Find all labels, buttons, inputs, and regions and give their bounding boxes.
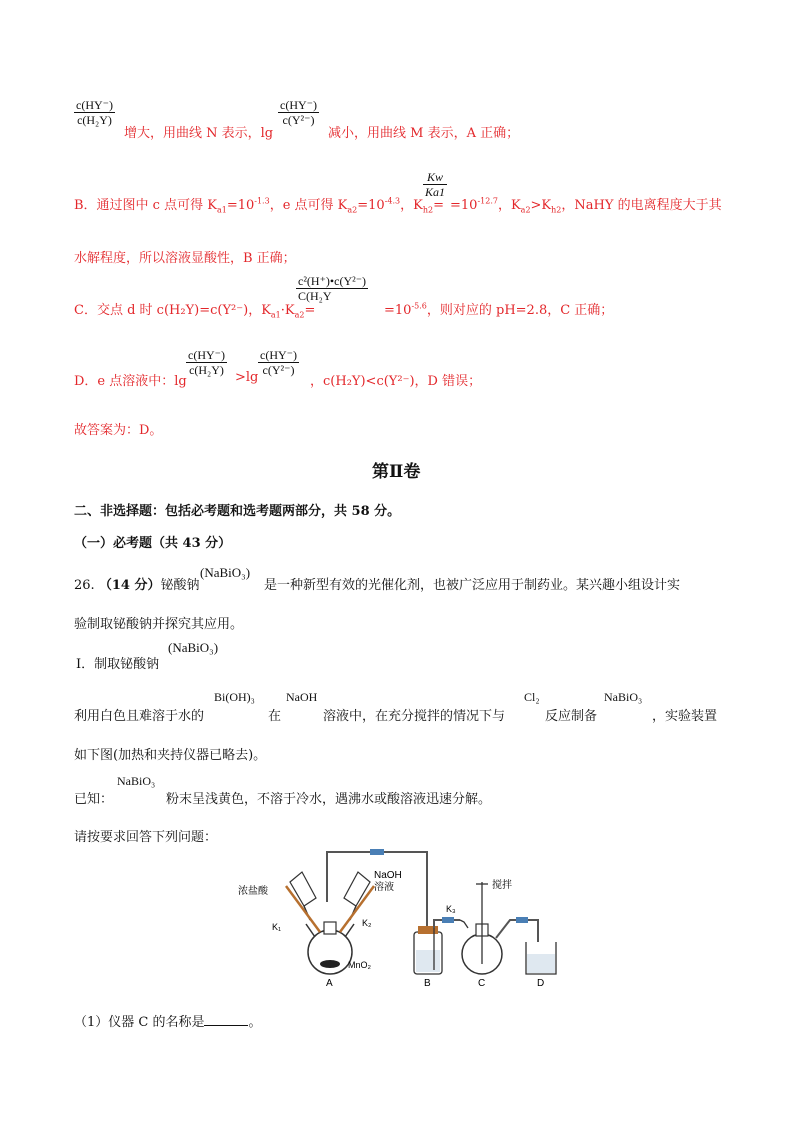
- label-c: C: [478, 978, 486, 989]
- cl2-formula: Cl₂: [524, 690, 540, 704]
- label-d: D: [537, 978, 545, 989]
- analysis-c-tail: [384, 299, 613, 318]
- label-k2: K₂: [362, 918, 372, 928]
- fraction-d-1: [186, 348, 227, 377]
- use-prefix: 利用白色且难溶于水的: [74, 709, 205, 724]
- ka1-eq: =10: [226, 198, 255, 213]
- kh2-eq: =: [433, 198, 444, 213]
- label-mno2: MnO₂: [348, 960, 371, 970]
- in-text: 在: [268, 709, 282, 724]
- c-d-joint: [516, 917, 528, 923]
- part1-title: Ⅰ．制取铋酸钠: [76, 657, 160, 672]
- mno2-solid: [320, 960, 340, 968]
- ask-text: 请按要求回答下列问题：: [74, 830, 218, 845]
- label-k1: K₁: [272, 922, 282, 932]
- analysis-b-line2: 水解程度，所以溶液显酸性，B 正确；: [74, 251, 296, 266]
- fraction-kw-ka1: [423, 170, 447, 199]
- fraction-numerator: c(HY⁻): [188, 348, 225, 362]
- analysis-d-tail: ，c(H₂Y)<c(Y²⁻)，D 错误；: [310, 374, 482, 389]
- analysis-b-tail2: >K: [530, 198, 552, 213]
- fraction-ka1ka2: [296, 274, 368, 303]
- ka1-exponent: -1.3: [254, 196, 270, 206]
- fraction-numerator: c(HY⁻): [260, 348, 297, 362]
- analysis-c-prefix: C．交点 d 时 c(H₂Y)=c(Y²⁻)，K: [74, 303, 271, 318]
- analysis-c-eq: =: [304, 303, 316, 318]
- k3-joint: [442, 917, 454, 923]
- label-hcl: 浓盐酸: [238, 886, 268, 897]
- label-naoh2: 溶液: [374, 882, 394, 893]
- fraction-denominator: C(H₂Y: [298, 289, 332, 303]
- q26-desc1: 是一种新型有效的光催化剂，也被广泛应用于制药业。某兴趣小组设计实: [264, 578, 681, 593]
- q26-line1: [74, 574, 199, 593]
- known-prefix: 已知：: [74, 792, 114, 807]
- section-title: 第Ⅱ卷: [372, 462, 421, 482]
- analysis-c-tail-text: ，则对应的 pH=2.8，C 正确；: [426, 303, 614, 318]
- subscript-h2: h2: [551, 205, 562, 215]
- formula-nabio3: NaBiO₃: [172, 640, 214, 655]
- tube-joint: [370, 849, 384, 855]
- analysis-b-tail3: ，NaHY 的电离程度大于其: [561, 198, 722, 213]
- question-score: （14 分）: [98, 578, 161, 593]
- subscript-a1: a1: [216, 205, 227, 215]
- nabio3-formula: NaBiO₃: [604, 690, 643, 704]
- q1-line: [74, 1011, 262, 1030]
- analysis-b-line1: [74, 194, 444, 215]
- apparatus-figure: [220, 842, 580, 990]
- bioh3-formula: Bi(OH)₃: [214, 690, 255, 704]
- q26-desc2: 验制取铋酸钠并探究其应用。: [74, 617, 244, 632]
- setup-line2: 如下图(加热和夹持仪器已略去)。: [74, 748, 267, 763]
- analysis-a-text2: 减小，用曲线 M 表示，A 正确；: [328, 126, 520, 141]
- fraction-denominator: c(H₂Y): [77, 113, 112, 127]
- mid-text: 溶液中，在充分搅拌的情况下与: [323, 709, 506, 724]
- label-b: B: [424, 978, 431, 989]
- question-number: 26.: [74, 578, 95, 593]
- ka2-exponent: -4.3: [384, 196, 401, 206]
- analysis-b-mid: ，e 点可得 K: [269, 198, 348, 213]
- analysis-b-tail: ，K: [497, 198, 521, 213]
- analysis-a-text1: 增大，用曲线 N 表示，lg: [124, 126, 274, 141]
- fraction-hy-y: [278, 98, 319, 127]
- subscript-a1: a1: [270, 310, 281, 320]
- known-text: 粉末呈浅黄色，不溶于冷水，遇沸水或酸溶液迅速分解。: [166, 792, 492, 807]
- known-formula: NaBiO₃: [117, 774, 156, 788]
- part2-heading: 二、非选择题：包括必考题和选考题两部分，共 58 分。: [74, 504, 401, 519]
- fraction-denominator: c(Y²⁻): [262, 363, 295, 377]
- answer-blank[interactable]: [204, 1013, 248, 1026]
- tail-text: ，实验装置: [652, 709, 718, 724]
- subscript-a2: a2: [347, 205, 358, 215]
- fraction-numerator: c(HY⁻): [280, 98, 317, 112]
- analysis-d-gt: >lg: [235, 370, 259, 385]
- fraction-numerator: c(HY⁻): [76, 98, 113, 112]
- react-text: 反应制备: [545, 709, 598, 724]
- ka2-eq: =10: [357, 198, 385, 213]
- fraction-denominator: c(Y²⁻): [282, 113, 315, 127]
- label-k3: K₃: [446, 904, 456, 914]
- analysis-c-value: =10: [384, 303, 412, 318]
- kh2-value: =10: [450, 198, 478, 213]
- analysis-d-prefix: D．e 点溶液中：lg: [74, 374, 187, 389]
- fraction-d-2: [258, 348, 299, 377]
- naoh-funnel: [344, 872, 370, 906]
- q26-formula: (NaBiO₃): [200, 565, 251, 580]
- label-a: A: [326, 978, 333, 989]
- q1-text: （1）仪器 C 的名称是: [74, 1015, 205, 1030]
- compound-name: 铋酸钠: [160, 578, 200, 593]
- label-naoh: NaOH: [374, 870, 402, 881]
- subscript-a2: a2: [520, 205, 531, 215]
- analysis-c-line: [74, 299, 315, 320]
- naoh-formula: NaOH: [286, 690, 318, 704]
- kh2-label: ，K: [400, 198, 423, 213]
- subscript-h2: h2: [422, 205, 434, 215]
- formula-nabio3: NaBiO₃: [204, 565, 246, 580]
- label-stir: 搅拌: [492, 880, 512, 891]
- part1-formula: (NaBiO₃): [168, 640, 219, 655]
- required-heading: （一）必考题（共 43 分）: [74, 536, 232, 551]
- fraction-denominator: Ka1: [425, 185, 446, 199]
- kh2-exponent: -12.7: [477, 196, 498, 206]
- analysis-b-line1-tail: [450, 194, 722, 215]
- fraction-hy-h2y: [74, 98, 115, 127]
- fraction-denominator: c(H₂Y): [189, 363, 224, 377]
- subscript-a2: a2: [294, 310, 305, 320]
- analysis-c-mid: ·K: [280, 303, 295, 318]
- q1-end: 。: [248, 1015, 262, 1030]
- analysis-c-exponent: -5.6: [411, 301, 427, 311]
- hcl-funnel: [290, 872, 316, 906]
- fraction-numerator: c²(H⁺)•c(Y²⁻): [298, 274, 367, 288]
- answer-text: 故答案为：D。: [74, 423, 163, 438]
- analysis-b-prefix: B．通过图中 c 点可得 K: [74, 198, 217, 213]
- fraction-numerator: Kw: [427, 170, 444, 184]
